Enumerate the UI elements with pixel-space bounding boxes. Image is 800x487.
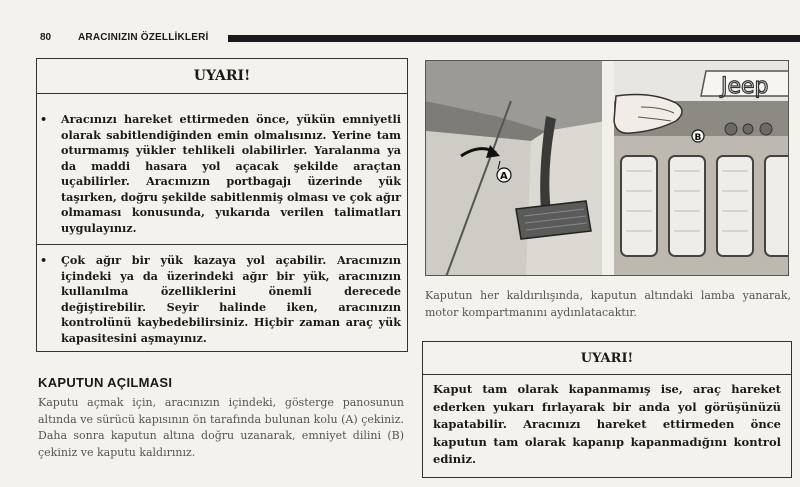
warning-divider (37, 244, 407, 245)
warning-text-2: Kaput tam olarak kapanmamış ise, araç hareket ederken yukarı fırlayarak bir anda yol görüşünüzü kapatabilir. Aracınızı hareket ettirmeden önce kaputun tam olarak kapanıp kapanmadığını kontrol ediniz. (433, 382, 781, 466)
brand-logo: Jeep (721, 74, 769, 99)
label-b: B (694, 133, 702, 143)
warning-box-2 (422, 341, 792, 478)
hood-release-figure (425, 60, 789, 276)
figure-illustration (426, 61, 789, 276)
section-title: ARACINIZIN ÖZELLİKLERİ (78, 32, 209, 43)
warning-item-text: Aracınızı hareket ettirmeden önce, yükün emniyetli olarak sabitlendiğinden emin olmalısınız. Yerine tam oturmamış yükler tehlikeli olabilirler. Yaralanma ya da maddi hasara yol açacak şekilde araçtan uçabilirler. Aracınızın portbagajı üzerinde yük taşırken, doğru şekilde sabitlenmiş olması ve çok ağır olmaması konusunda, yukarıda verilen talimatları uygulayınız. (61, 112, 401, 235)
warning-item-text: Çok ağır bir yük kazaya yol açabilir. Aracınızın içindeki ya da üzerindeki ağır bir yük, aracınızın kullanılma özelliklerini önemli derecede değiştirebilir. Seyir halinde iken, aracınızın kontrolünü kaybedebilirsiniz. Hiçbir zaman araç yük kapasitesini aşmayınız. (61, 253, 401, 345)
header-rule (228, 35, 800, 42)
page-number: 80 (40, 32, 52, 43)
section-body: Kaputu açmak için, aracınızın içindeki, gösterge panosunun altında ve sürücü kapısının ön tarafında bulunan kolu (A) çekiniz. Daha sonra kaputun altına doğru uzanarak, emniyet dilini (B) çekiniz ve kaputu kaldırınız. (38, 396, 404, 459)
warning-box (36, 58, 408, 352)
page-header (35, 30, 800, 46)
label-a: A (500, 171, 508, 182)
bullet: • (40, 112, 48, 126)
warning-title-2: UYARI! (423, 342, 791, 375)
figure-caption: Kaputun her kaldırılışında, kaputun altındaki lamba yanarak, motor kompartmanını aydınlatacaktır. (425, 289, 791, 319)
section-heading: KAPUTUN AÇILMASI (38, 375, 173, 390)
warning-title: UYARI! (37, 59, 407, 94)
bullet: • (40, 253, 48, 267)
